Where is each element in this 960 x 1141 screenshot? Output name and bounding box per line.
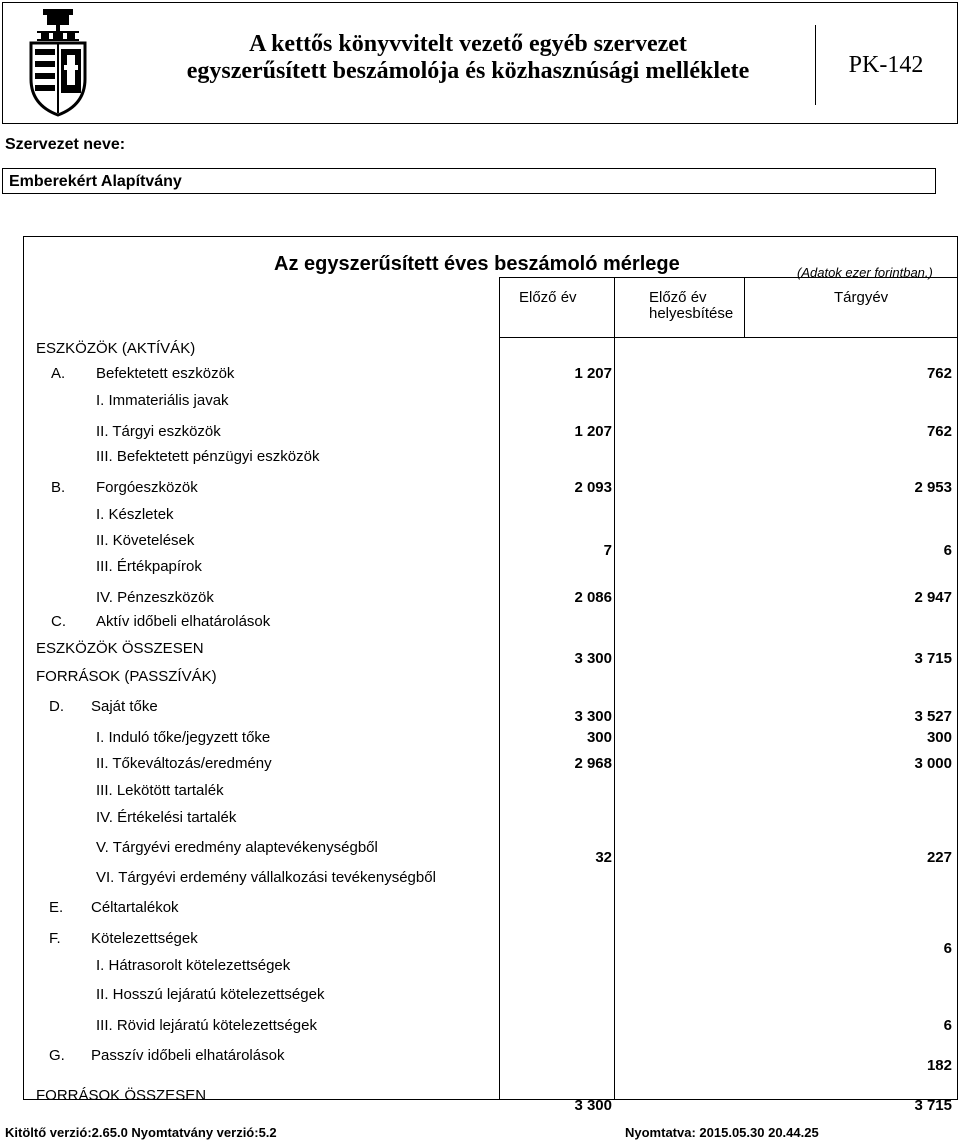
row-prev-value: 300 bbox=[586, 729, 612, 746]
row-prev-value: 1 207 bbox=[574, 423, 612, 440]
row-cur-value: 3 527 bbox=[914, 708, 952, 725]
row-prev-value: 3 300 bbox=[574, 650, 612, 667]
row-label: I. Készletek bbox=[96, 506, 174, 523]
row-label: III. Lekötött tartalék bbox=[96, 782, 224, 799]
form-title-line1: A kettős könyvvitelt vezető egyéb szervezet bbox=[249, 31, 687, 57]
row-label: Passzív időbeli elhatárolások bbox=[91, 1047, 285, 1064]
row-cur-value: 182 bbox=[926, 1057, 952, 1074]
row-label: V. Tárgyévi eredmény alaptevékenységből bbox=[96, 839, 378, 856]
row-label: IV. Pénzeszközök bbox=[96, 589, 214, 606]
row-cur-value: 3 715 bbox=[914, 1097, 952, 1114]
col-header-adj-2: helyesbítése bbox=[649, 305, 734, 322]
row-label: Kötelezettségek bbox=[91, 930, 198, 947]
row-cur-value: 6 bbox=[943, 542, 952, 559]
row-label: I. Immateriális javak bbox=[96, 392, 229, 409]
row-label: Saját tőke bbox=[91, 698, 158, 715]
form-title bbox=[118, 31, 818, 85]
row-label: ESZKÖZÖK (AKTÍVÁK) bbox=[36, 340, 196, 357]
form-title-line2: egyszerűsített beszámolója és közhasznúsági melléklete bbox=[186, 58, 750, 84]
organization-name-field: Emberekért Alapítvány bbox=[2, 168, 936, 194]
row-cur-value: 227 bbox=[926, 849, 952, 866]
row-cur-value: 2 947 bbox=[914, 589, 952, 606]
col-header-cur: Tárgyév bbox=[834, 289, 889, 306]
footer-version: Kitöltő verzió:2.65.0 Nyomtatvány verzió:5.2 bbox=[5, 1125, 277, 1140]
balance-title: Az egyszerűsített éves beszámoló mérlege bbox=[274, 253, 680, 275]
footer-printed: Nyomtatva: 2015.05.30 20.44.25 bbox=[625, 1125, 819, 1140]
row-prev-value: 2 093 bbox=[574, 479, 612, 496]
row-cur-value: 762 bbox=[926, 365, 952, 382]
row-label: II. Követelések bbox=[96, 532, 195, 549]
row-cur-value: 2 953 bbox=[914, 479, 952, 496]
row-letter: F. bbox=[49, 930, 61, 947]
col-header-adj-1: Előző év bbox=[649, 289, 707, 306]
row-letter: E. bbox=[49, 899, 64, 916]
row-cur-value: 762 bbox=[926, 423, 952, 440]
balance-sheet-table bbox=[23, 236, 958, 1114]
row-letter: C. bbox=[51, 613, 66, 630]
row-label: Befektetett eszközök bbox=[96, 365, 235, 382]
row-letter: B. bbox=[51, 479, 66, 496]
row-label: Céltartalékok bbox=[91, 899, 179, 916]
row-prev-value: 3 300 bbox=[574, 1097, 612, 1114]
organization-label: Szervezet neve: bbox=[5, 136, 126, 153]
row-prev-value: 7 bbox=[603, 542, 612, 559]
row-letter: A. bbox=[51, 365, 66, 382]
row-label: II. Tőkeváltozás/eredmény bbox=[96, 755, 272, 772]
row-letter: G. bbox=[49, 1047, 65, 1064]
row-label: III. Értékpapírok bbox=[96, 558, 202, 575]
row-label: VI. Tárgyévi erdemény vállalkozási tevékenységből bbox=[96, 869, 436, 886]
unit-note: (Adatok ezer forintban.) bbox=[797, 265, 933, 280]
row-cur-value: 6 bbox=[943, 940, 952, 957]
row-letter: D. bbox=[49, 698, 64, 715]
row-label: FORRÁSOK (PASSZÍVÁK) bbox=[36, 668, 217, 685]
row-cur-value: 3 715 bbox=[914, 650, 952, 667]
row-prev-value: 32 bbox=[595, 849, 612, 866]
row-cur-value: 6 bbox=[943, 1017, 952, 1034]
row-label: ESZKÖZÖK ÖSSZESEN bbox=[36, 640, 204, 657]
row-label: III. Rövid lejáratú kötelezettségek bbox=[96, 1017, 317, 1034]
row-label: IV. Értékelési tartalék bbox=[96, 809, 237, 826]
row-cur-value: 3 000 bbox=[914, 755, 952, 772]
row-prev-value: 1 207 bbox=[574, 365, 612, 382]
row-label: I. Induló tőke/jegyzett tőke bbox=[96, 729, 271, 746]
row-label: II. Tárgyi eszközök bbox=[96, 423, 221, 440]
row-label: I. Hátrasorolt kötelezettségek bbox=[96, 957, 291, 974]
row-prev-value: 2 086 bbox=[574, 589, 612, 606]
row-cur-value: 300 bbox=[926, 729, 952, 746]
row-label: Forgóeszközök bbox=[96, 479, 198, 496]
row-label: FORRÁSOK ÖSSZESEN bbox=[36, 1087, 207, 1104]
col-header-prev: Előző év bbox=[519, 289, 577, 306]
row-label: II. Hosszú lejáratú kötelezettségek bbox=[96, 986, 325, 1003]
form-code: PK-142 bbox=[815, 25, 956, 105]
row-label: Aktív időbeli elhatárolások bbox=[96, 613, 271, 630]
form-header bbox=[2, 2, 958, 124]
row-prev-value: 3 300 bbox=[574, 708, 612, 725]
row-prev-value: 2 968 bbox=[574, 755, 612, 772]
coat-of-arms-icon bbox=[23, 9, 93, 117]
row-label: III. Befektetett pénzügyi eszközök bbox=[96, 448, 320, 465]
